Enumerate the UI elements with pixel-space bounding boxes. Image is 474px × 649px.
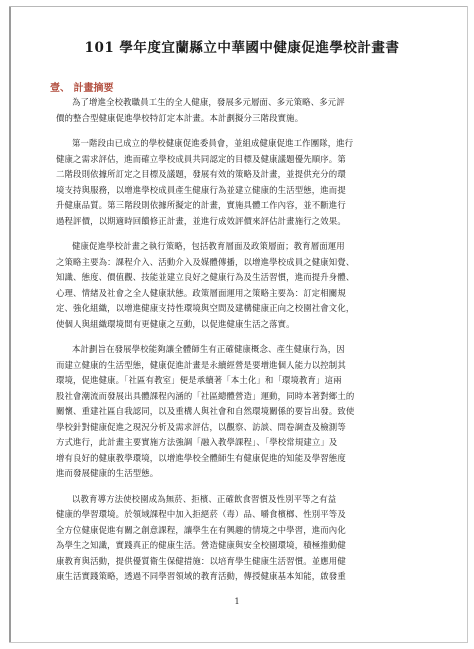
text-line: 本計劃旨在發展學校能夠讓全體師生有正確健康概念、產生健康行為，因 — [72, 344, 345, 354]
text-line: 升健康品質。第三階段則依據所擬定的計畫，實施具體工作內容，並不斷進行 — [56, 200, 346, 210]
text-line: 心理、情緒及社會之全人健康狀態。政策層面運用之策略主要為：訂定相關規 — [56, 287, 346, 298]
text-line: 關懷、重建社區自我認同，以及重構人與社會和自然環境關係的要旨出發。致使 — [56, 406, 355, 416]
scan-edge-left — [9, 6, 11, 643]
paragraph-intro — [56, 95, 424, 126]
text-line: 而建立健康的生活型態，健康促進計畫是永續經營是要增進個人能力以控制其 — [56, 359, 346, 370]
text-line: 全方位健康促進有關之創意課程，讓學生在有興趣的情境之中學習，進而內化 — [56, 524, 346, 535]
document-body — [56, 95, 424, 595]
text-line: 二階段則依據所訂定之目標及議題，發展有效的策略及計畫，並提供充分的環 — [56, 169, 346, 179]
paragraph-methods — [56, 492, 424, 585]
scan-edge-bottom — [9, 642, 468, 643]
text-line: 健康之需求評估，進而確立學校成員共同認定的目標及健康議題優先順序。第 — [56, 153, 346, 164]
text-line: 環境，促進健康。「社區有教室」便是承續著「本土化」和「環境教育」這兩 — [56, 375, 342, 385]
document-title: 101 學年度宜蘭縣立中華國中健康促進學校計畫書 — [84, 40, 400, 56]
text-line: 價的整合型健康促進學校特訂定本計畫。本計劃擬分三階段實施。 — [56, 112, 304, 123]
text-line: 健康促進學校計畫之執行策略，包括教育層面及政策層面；教育層面運用 — [72, 241, 345, 251]
paragraph-phases — [56, 136, 424, 229]
text-line: 為了增進全校教職員工生的全人健康，發展多元層面、多元策略、多元評 — [72, 97, 345, 107]
page-number: 1 — [234, 597, 240, 606]
text-line: 進而發展健康的生活型態。 — [56, 468, 159, 478]
scan-edge-top — [9, 6, 468, 7]
text-line: 康教育與活動，提供優質衛生保健措施：以培育學生健康生活習慣。並應用健 — [56, 555, 346, 566]
text-line: 知識、態度、價值觀、技能並建立良好之健康行為及生活習慣，進而提升身體、 — [56, 272, 355, 282]
text-line: 境支持與服務，以增進學校成員產生健康行為並建立健康的生活型態，進而提 — [56, 184, 346, 195]
section-heading: 壹、 計畫摘要 — [50, 83, 114, 94]
text-line: 增有良好的健康教學環境，以增進學校全體師生有健康促進的知能及學習態度 — [56, 452, 346, 463]
text-line: 為學生之知識，實踐真正的健康生活。營造健康與安全校園環境，積極推動健 — [56, 540, 346, 550]
text-line: 學校針對健康促進之現況分析及需求評估，以觀察、訪談、問卷調查及檢測等 — [56, 421, 346, 432]
paragraph-aims — [56, 342, 424, 482]
text-line: 方式進行，此計畫主要實施方法強調「融入教學課程」、「學校常規建立」及 — [56, 437, 338, 447]
text-line: 使個人與組織環境間有更健康之互動，以促進健康生活之落實。 — [56, 318, 295, 329]
scan-edge-right — [467, 6, 468, 643]
text-line: 健康的學習環境。於領域課程中加入拒絕菸（毒）品、嚼食檳榔、性別平等及 — [56, 509, 346, 519]
text-line: 第一階段由已成立的學校健康促進委員會，並組成健康促進工作團隊，進行 — [72, 138, 354, 148]
text-line: 以教育導方法使校園成為無菸、拒檳、正確飲食習慣及性別平等之有益 — [72, 493, 337, 504]
text-line: 之策略主要為：課程介入、活動介入及媒體傳播，以增進學校成員之健康知覺、 — [56, 256, 355, 267]
text-line: 定、強化組織，以增進健康支持性環境與空間及建構健康正向之校園社會文化， — [56, 303, 355, 313]
paragraph-strategies — [56, 239, 424, 332]
text-line: 康生活實踐策略，透過不同學習領域的教育活動，傳授健康基本知能，啟發重 — [56, 571, 346, 581]
text-line: 股社會潮流而發展出具體課程內涵的「社區總體營造」運動，同時本著對鄉土的 — [56, 390, 355, 401]
text-line: 過程評價，以期適時回饋修正計畫，並進行成效評價來評估計畫施行之效果。 — [56, 215, 346, 226]
